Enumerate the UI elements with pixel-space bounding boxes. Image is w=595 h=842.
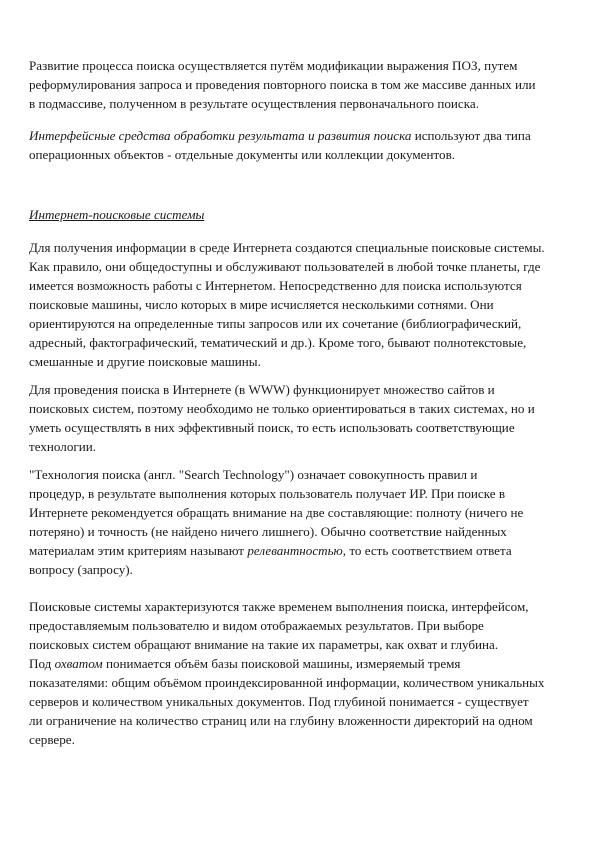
text-line: ли ограничение на количество страниц или на глубину вложенности директорий на одном [29,713,533,728]
text-line: имеется возможность работы с Интернетом. Непосредственно для поиска используются [29,278,522,293]
text-line: вопросу (запросу). [29,562,133,577]
text-fragment: материалам этим критериям называют [29,543,248,558]
section-heading: Интернет-поисковые системы [29,207,205,222]
text-line: реформулирования запроса и проведения повторного поиска в том же массиве данных или [29,77,536,92]
text-fragment: понимается объём базы поисковой машины, измеряемый тремя [102,656,461,671]
text-line: поисковые машины, число которых в мире исчисляется несколькими сотнями. Они [29,297,494,312]
text-fragment: используют два типа [411,128,531,143]
italic-term: охватом [54,656,103,671]
text-line: ориентируются на определенные типы запросов или их сочетание (библиографический, [29,316,522,331]
text-line [29,541,569,560]
text-line: Для проведения поиска в Интернете (в WWW) функционирует множество сайтов и [29,382,495,397]
text-line: показателями: общим объёмом проиндексированной информации, количеством уникальных [29,675,545,690]
text-line: операционных объектов - отдельные документы или коллекции документов. [29,147,456,162]
text-line: поисковых систем, поэтому необходимо не только ориентироваться в таких системах, но и [29,401,535,416]
text-line: потеряно) и точность (не найдено ничего лишнего). Обычно соответствие найденных [29,524,507,539]
text-line: процедур, в результате выполнения которых пользователь получает ИР. При поиске в [29,486,506,501]
text-line: Развитие процесса поиска осуществляется путём модификации выражения ПОЗ, путем [29,58,518,73]
text-line: Интернете рекомендуется обращать внимание на две составляющие: полноту (ничего не [29,505,524,520]
paragraph-search-characteristics [29,597,569,749]
text-line: поисковых систем обращают внимание на такие их параметры, как охват и глубина. [29,637,499,652]
text-line: "Технология поиска (англ. "Search Technology") означает совокупность правил и [29,467,478,482]
italic-term: Интерфейсные средства обработки результата и развития поиска [29,128,412,143]
text-line [29,126,569,145]
paragraph-interface-tools [29,126,569,164]
paragraph-search-development [29,56,569,113]
text-fragment: , то есть соответствием ответа [342,543,512,558]
text-line: сервере. [29,732,75,747]
paragraph-search-technology [29,465,569,579]
text-line: Как правило, они общедоступны и обслуживают пользователей в любой точке планеты, где [29,259,541,274]
text-line [29,654,569,673]
text-line: серверов и количеством уникальных документов. Под глубиной понимается - существует [29,694,529,709]
text-line: технологии. [29,439,97,454]
text-line: предоставляемым пользователю и видом отображаемых результатов. При выборе [29,618,484,633]
text-line: Для получения информации в среде Интернета создаются специальные поисковые системы. [29,240,545,255]
paragraph-www-search [29,380,569,456]
text-line: смешанные и другие поисковые машины. [29,354,261,369]
text-line: уметь осуществлять в них эффективный поиск, то есть использовать соответствующие [29,420,515,435]
text-line: в подмассиве, полученном в результате осуществления первоначального поиска. [29,96,479,111]
paragraph-search-systems [29,238,569,371]
text-line: Поисковые системы характеризуются также временем выполнения поиска, интерфейсом, [29,599,529,614]
text-line: адресный, фактографический, тематический и др.). Кроме того, бывают полнотекстовые, [29,335,527,350]
italic-term: релевантностью [247,543,343,558]
text-fragment: Под [29,656,55,671]
